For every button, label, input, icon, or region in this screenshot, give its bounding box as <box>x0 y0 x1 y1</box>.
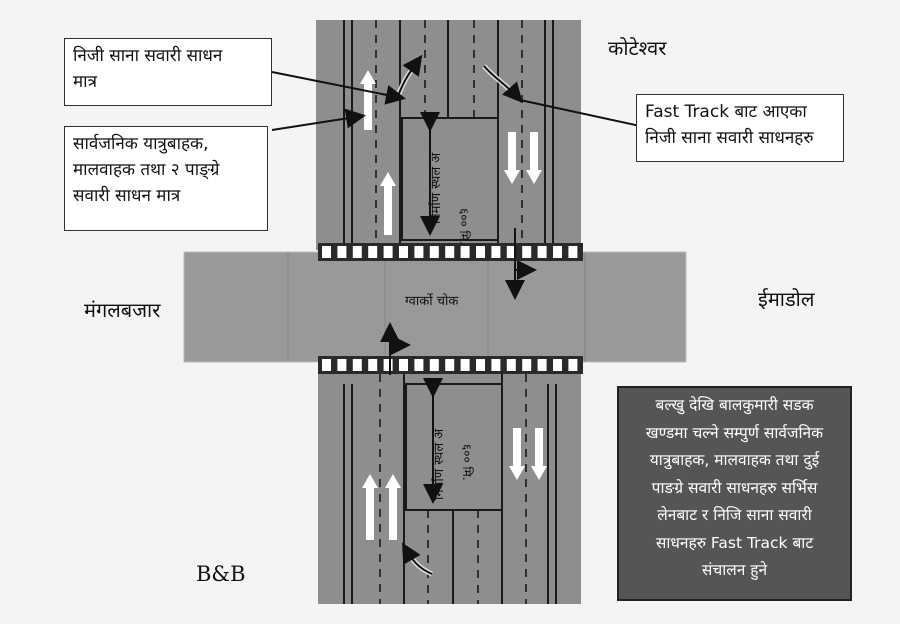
south-construction-site-label: निर्माण स्थल अ <box>432 428 447 500</box>
crosswalk-stripe <box>461 359 470 371</box>
crosswalk-stripe <box>368 359 377 371</box>
crosswalk-stripe <box>461 246 470 258</box>
south-construction-distance-label: ६०० मि. <box>460 444 474 481</box>
west-place-label: मंगलबजार <box>84 298 161 322</box>
callout-line: मालवाहक तथा २ पाङ्ग्रे <box>73 160 220 180</box>
crosswalk-stripe <box>337 246 346 258</box>
junction-name-label: ग्वार्को चोक <box>405 294 459 309</box>
note-line: बल्खु देखि बालकुमारी सडक <box>655 396 814 414</box>
north-place-label: कोटेश्वर <box>608 36 667 60</box>
east-place-label: ईमाडोल <box>758 287 815 311</box>
crosswalk-stripe <box>553 246 562 258</box>
crosswalk-stripe <box>337 359 346 371</box>
crosswalk-stripe <box>322 246 331 258</box>
crosswalk-stripe <box>538 246 547 258</box>
crosswalk-stripe <box>430 246 439 258</box>
credit-label: B&B <box>196 562 246 586</box>
crosswalk-stripe <box>476 246 485 258</box>
callout-line: सवारी साधन मात्र <box>73 186 181 206</box>
crosswalk-stripe <box>568 246 577 258</box>
callout-public-cargo-two-wheelers <box>64 126 268 231</box>
note-line: संचालन हुने <box>701 561 768 579</box>
crosswalk-stripe <box>522 246 531 258</box>
callout-private-small-vehicles <box>64 38 272 106</box>
callout-line: निजी साना सवारी साधन <box>73 46 223 66</box>
crosswalk-stripe <box>445 359 454 371</box>
crosswalk-stripe <box>368 246 377 258</box>
service-lane-note <box>617 386 852 601</box>
crosswalk-stripe <box>353 359 362 371</box>
crosswalk-stripe <box>353 246 362 258</box>
crosswalk-stripe <box>399 359 408 371</box>
note-line: खण्डमा चल्ने सम्पुर्ण सार्वजनिक <box>645 423 824 442</box>
crosswalk-stripe <box>522 359 531 371</box>
crosswalk-stripe <box>322 359 331 371</box>
crosswalk-stripe <box>476 359 485 371</box>
crosswalk-stripe <box>568 359 577 371</box>
south-construction-zone <box>406 384 502 510</box>
crosswalk-stripe <box>507 359 516 371</box>
crosswalk-stripe <box>430 359 439 371</box>
note-line: यात्रुबाहक, मालवाहक तथा दुई <box>649 451 820 469</box>
crosswalk-stripe <box>491 246 500 258</box>
callout-line: निजी साना सवारी साधनहरु <box>645 128 814 148</box>
north-construction-site-label: निर्माण स्थल अ <box>429 152 444 224</box>
callout-line: सार्वजनिक यात्रुबाहक, <box>73 134 209 154</box>
note-line: लेनबाट र निजि साना सवारी <box>657 506 812 524</box>
callout-line: Fast Track बाट आएका <box>645 102 807 122</box>
north-construction-distance-label: ६०० मि. <box>457 208 471 245</box>
crosswalk-stripe <box>384 246 393 258</box>
note-line: साधनहरु Fast Track बाट <box>655 533 814 552</box>
callout-fast-track-private <box>636 94 844 162</box>
crosswalk-stripe <box>553 359 562 371</box>
crosswalk-stripe <box>491 359 500 371</box>
north-construction-zone <box>402 118 498 240</box>
note-line: पाङग्रे सवारी साधनहरु सर्भिस <box>651 478 818 497</box>
callout-line: मात्र <box>73 72 97 92</box>
crosswalk-stripe <box>445 246 454 258</box>
crosswalk-stripe <box>384 359 393 371</box>
crosswalk-stripe <box>414 359 423 371</box>
crosswalk-stripe <box>414 246 423 258</box>
crosswalk-stripe <box>399 246 408 258</box>
crosswalk-stripe <box>538 359 547 371</box>
